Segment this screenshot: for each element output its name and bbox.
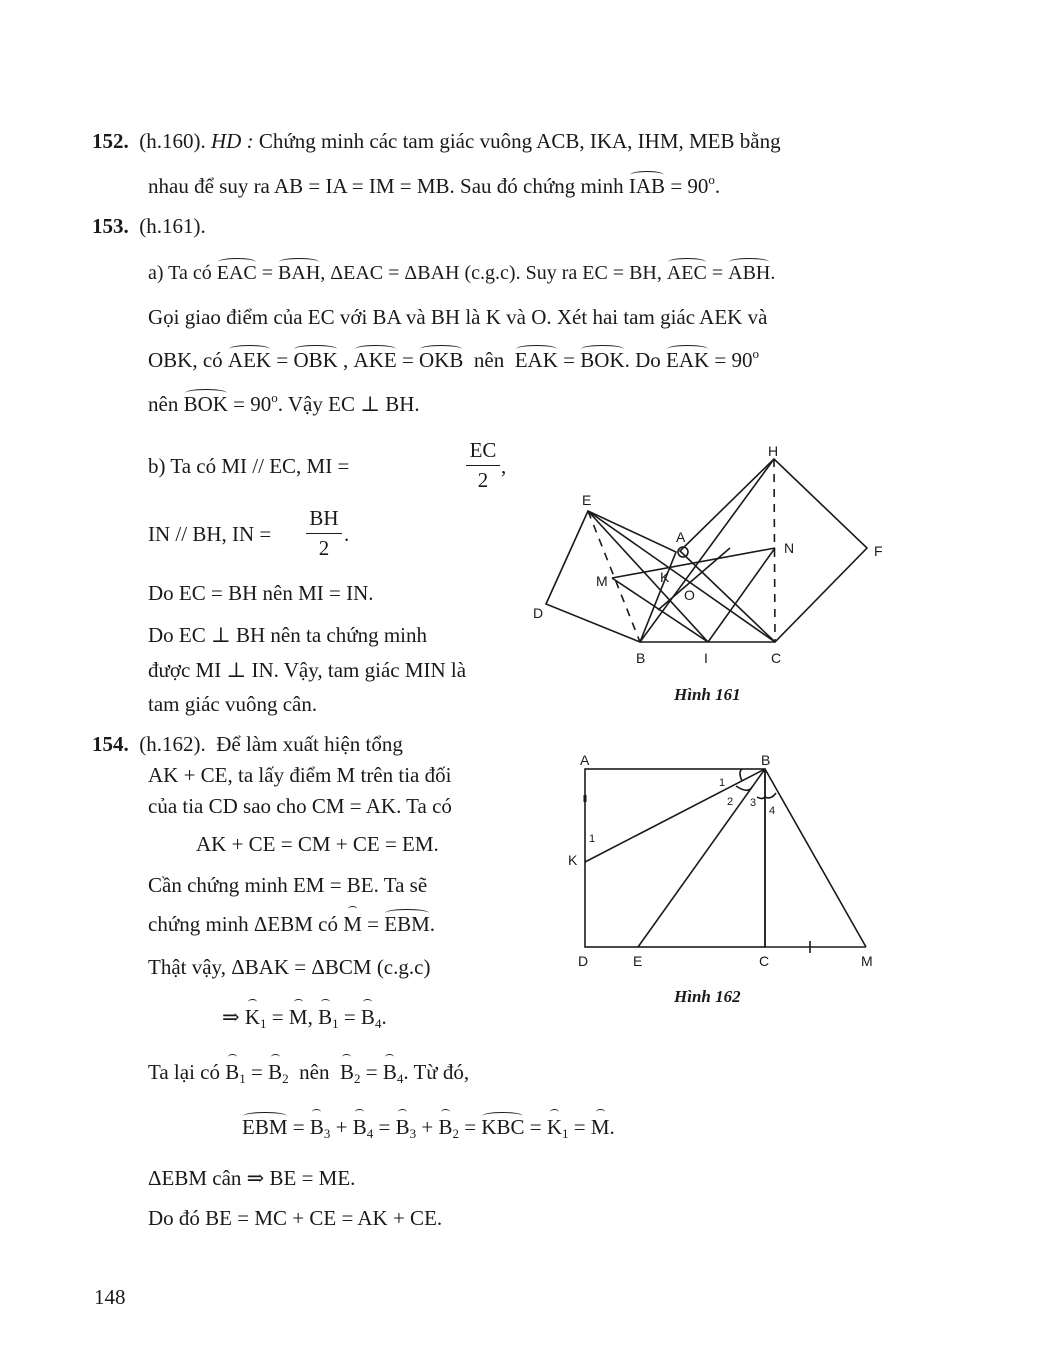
p153-b-line3: Do EC = BH nên MI = IN.	[148, 581, 374, 605]
p153-b-line4: Do EC ⊥ BH nên ta chứng minh	[148, 623, 428, 647]
svg-text:D: D	[578, 953, 589, 969]
problem-number-152: 152.	[92, 129, 129, 153]
segment-bm	[765, 769, 866, 947]
svg-text:E: E	[633, 953, 643, 969]
p154-line2: AK + CE, ta lấy điểm M trên tia đối	[148, 763, 452, 787]
p154-line11: ΔEBM cân ⇒ BE = ME.	[148, 1166, 356, 1190]
svg-text:2: 2	[727, 796, 734, 808]
segment-hc-dashed	[774, 459, 775, 642]
svg-text:1: 1	[589, 833, 596, 845]
svg-text:H: H	[768, 443, 779, 459]
p153-a-line3: OBK, có AEK = OBK , AKE = OKB nên EAK = BOK. Do EAK = $90^o$	[148, 346, 760, 372]
svg-text:D: D	[533, 605, 544, 621]
segment-be	[638, 769, 765, 947]
segment-bh	[640, 459, 774, 642]
p153-header: 153. (h.161).	[92, 214, 206, 238]
svg-text:1: 1	[719, 777, 726, 789]
segment-in	[708, 548, 775, 642]
p153-b-line1: b) Ta có MI // EC, MI =	[148, 454, 350, 478]
svg-text:K: K	[660, 569, 670, 585]
p154-line5: Cần chứng minh EM = BE. Ta sẽ	[148, 873, 428, 897]
p154-line9: Ta lại có $B_1 = B_2$ nên $B_2 = B_4$. Từ đó,	[148, 1060, 470, 1086]
svg-text:B: B	[761, 752, 771, 768]
svg-text:B: B	[636, 650, 646, 666]
caption-hinh-161: Hình 161	[674, 685, 741, 704]
svg-text:K: K	[568, 852, 578, 868]
svg-text:I: I	[704, 650, 708, 666]
square-abde	[546, 511, 676, 642]
p154-line10: EBM = $B_3 + B_4 = B_3 + B_2$ = KBC = $K_1 = M$.	[242, 1115, 615, 1141]
problem-number-154: 154.	[92, 732, 129, 756]
page-number: 148	[94, 1285, 126, 1309]
svg-text:3: 3	[750, 797, 757, 809]
rectangle-abcd	[585, 769, 765, 947]
svg-text:A: A	[676, 529, 686, 545]
p152-line1: 152. (h.160). HD : Chứng minh các tam giác vuông ACB, IKA, IHM, MEB bằng	[92, 129, 781, 153]
p153-b-line2: IN // BH, IN =	[148, 522, 272, 546]
svg-text:C: C	[771, 650, 782, 666]
svg-text:C: C	[759, 953, 770, 969]
svg-text:4: 4	[769, 805, 776, 817]
p154-line7: Thật vậy, ΔBAK = ΔBCM (c.g.c)	[148, 955, 431, 979]
p152-line2: nhau để suy ra AB = IA = IM = MB. Sau đó chứng minh IAB = $90^o$.	[148, 172, 721, 198]
p153-b-line6: tam giác vuông cân.	[148, 692, 318, 716]
segment-bk	[585, 769, 765, 862]
angle-iab: IAB	[628, 174, 666, 198]
p154-line1: 154. (h.162). Để làm xuất hiện tổng	[92, 732, 403, 756]
problem-number-153: 153.	[92, 214, 129, 238]
caption-hinh-162: Hình 162	[674, 987, 741, 1006]
svg-text:E: E	[582, 492, 592, 508]
svg-text:F: F	[874, 543, 883, 559]
p154-line8: ⇒ $K_1 = M$, $B_1 = B_4$.	[222, 1005, 387, 1031]
p153-a-line1: a) Ta có EAC = BAH, ΔEAC = ΔBAH (c.g.c). Suy ra EC = BH, AEC = ABH.	[148, 262, 776, 284]
svg-text:N: N	[784, 540, 795, 556]
fraction-bh-over-2: BH 2	[306, 508, 342, 559]
p154-line12: Do đó BE = MC + CE = AK + CE.	[148, 1206, 443, 1230]
svg-text:O: O	[684, 587, 695, 603]
svg-text:A: A	[580, 752, 590, 768]
p154-line6: chứng minh ΔEBM có M = EBM.	[148, 912, 436, 936]
fraction-ec-over-2: EC 2	[466, 440, 500, 491]
p153-b-line5: được MI ⊥ IN. Vậy, tam giác MIN là	[148, 658, 467, 682]
p154-line4: AK + CE = CM + CE = EM.	[196, 832, 439, 856]
svg-text:M: M	[861, 953, 873, 969]
p154-line3: của tia CD sao cho CM = AK. Ta có	[148, 794, 452, 818]
p153-a-line4: nên BOK = $90^o$. Vậy EC ⊥ BH.	[148, 390, 420, 416]
svg-text:M: M	[596, 573, 608, 589]
p153-a-line2: Gọi giao điểm của EC với BA và BH là K và O. Xét hai tam giác AEK và	[148, 305, 768, 329]
